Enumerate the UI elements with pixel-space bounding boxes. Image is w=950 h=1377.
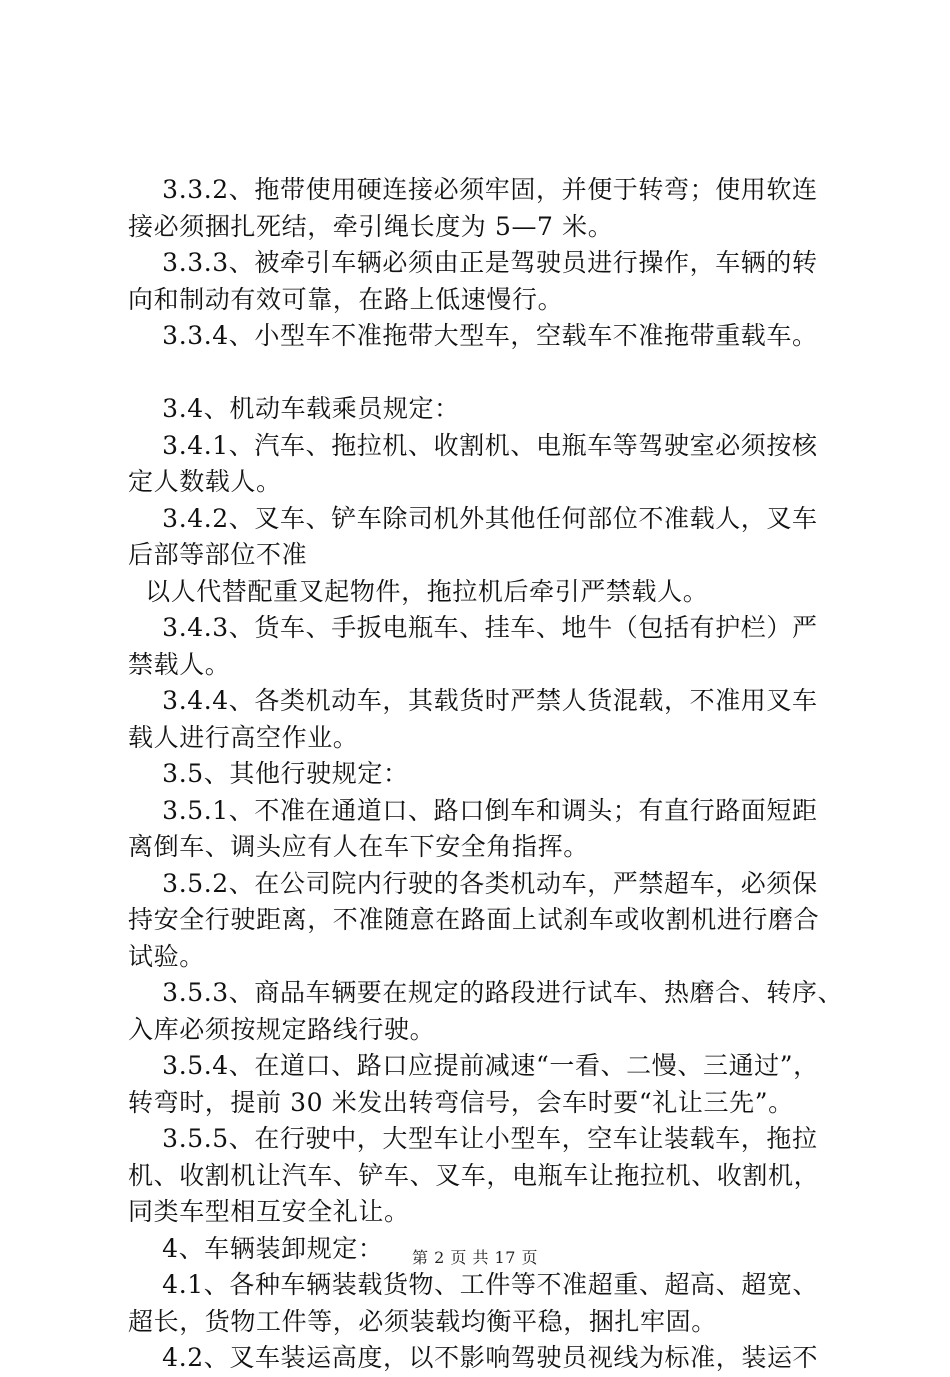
text-line: 接必须捆扎死结，牵引绳长度为 5—7 米。 (128, 211, 614, 241)
text-line: 3.3.3、被牵引车辆必须由正是驾驶员进行操作，车辆的转 (128, 248, 818, 277)
text-line: 机、收割机让汽车、铲车、叉车，电瓶车让拖拉机、收割机， (128, 1160, 820, 1190)
text-line: 以人代替配重叉起物件，拖拉机后牵引严禁载人。 (128, 576, 709, 606)
text-line: 试验。 (128, 941, 205, 971)
text-line: 载人进行高空作业。 (128, 722, 359, 752)
text-line: 离倒车、调头应有人在车下安全角指挥。 (128, 832, 589, 861)
text-line: 3.5.2、在公司院内行驶的各类机动车，严禁超车，必须保 (128, 868, 818, 898)
text-line: 3.5.4、在道口、路口应提前减速“一看、二慢、三通过”， (128, 1051, 819, 1080)
document-body (128, 172, 844, 1377)
paragraph-spacer (128, 355, 828, 392)
text-line: 3.5.5、在行驶中，大型车让小型车，空车让装载车，拖拉 (128, 1124, 818, 1153)
text-line: 3.4.2、叉车、铲车除司机外其他任何部位不准载人，叉车 (128, 503, 818, 533)
text-line: 3.5、其他行驶规定： (128, 759, 409, 788)
text-line: 禁载人。 (128, 649, 231, 679)
text-line: 持安全行驶距离，不准随意在路面上试刹车或收割机进行磨合 (128, 905, 820, 934)
text-line: 3.4、机动车载乘员规定： (128, 394, 460, 423)
text-line: 4.2、叉车装运高度，以不影响驾驶员视线为标准，装运不 (128, 1343, 819, 1372)
text-line: 3.4.1、汽车、拖拉机、收割机、电瓶车等驾驶室必须按核 (128, 430, 818, 460)
text-line: 3.3.4、小型车不准拖带大型车，空载车不准拖带重载车。 (128, 321, 818, 350)
text-line: 3.3.2、拖带使用硬连接必须牢固，并便于转弯；使用软连 (128, 175, 818, 204)
text-line: 3.4.3、货车、手扳电瓶车、挂车、地牛（包括有护栏）严 (128, 613, 818, 642)
text-line: 向和制动有效可靠，在路上低速慢行。 (128, 284, 564, 314)
text-line: 超长，货物工件等，必须装载均衡平稳，捆扎牢固。 (128, 1306, 717, 1336)
text-line: 3.5.1、不准在通道口、路口倒车和调头；有直行路面短距 (128, 795, 818, 825)
text-line: 同类车型相互安全礼让。 (128, 1197, 410, 1226)
text-line: 4.1、各种车辆装载货物、工件等不准超重、超高、超宽、 (128, 1270, 819, 1299)
text-line: 4、车辆装卸规定： (128, 1233, 384, 1263)
page-footer: 第 2 页 共 17 页 (412, 1248, 538, 1267)
text-line: 3.4.4、各类机动车，其载货时严禁人货混载，不准用叉车 (128, 686, 818, 715)
text-line: 入库必须按规定路线行驶。 (128, 1014, 436, 1044)
text-line: 后部等部位不准 (128, 540, 308, 569)
text-line: 定人数载人。 (128, 467, 282, 496)
text-line: 转弯时，提前 30 米发出转弯信号，会车时要“礼让三先”。 (128, 1087, 794, 1117)
text-line: 3.5.3、商品车辆要在规定的路段进行试车、热磨合、转序、 (128, 978, 844, 1007)
